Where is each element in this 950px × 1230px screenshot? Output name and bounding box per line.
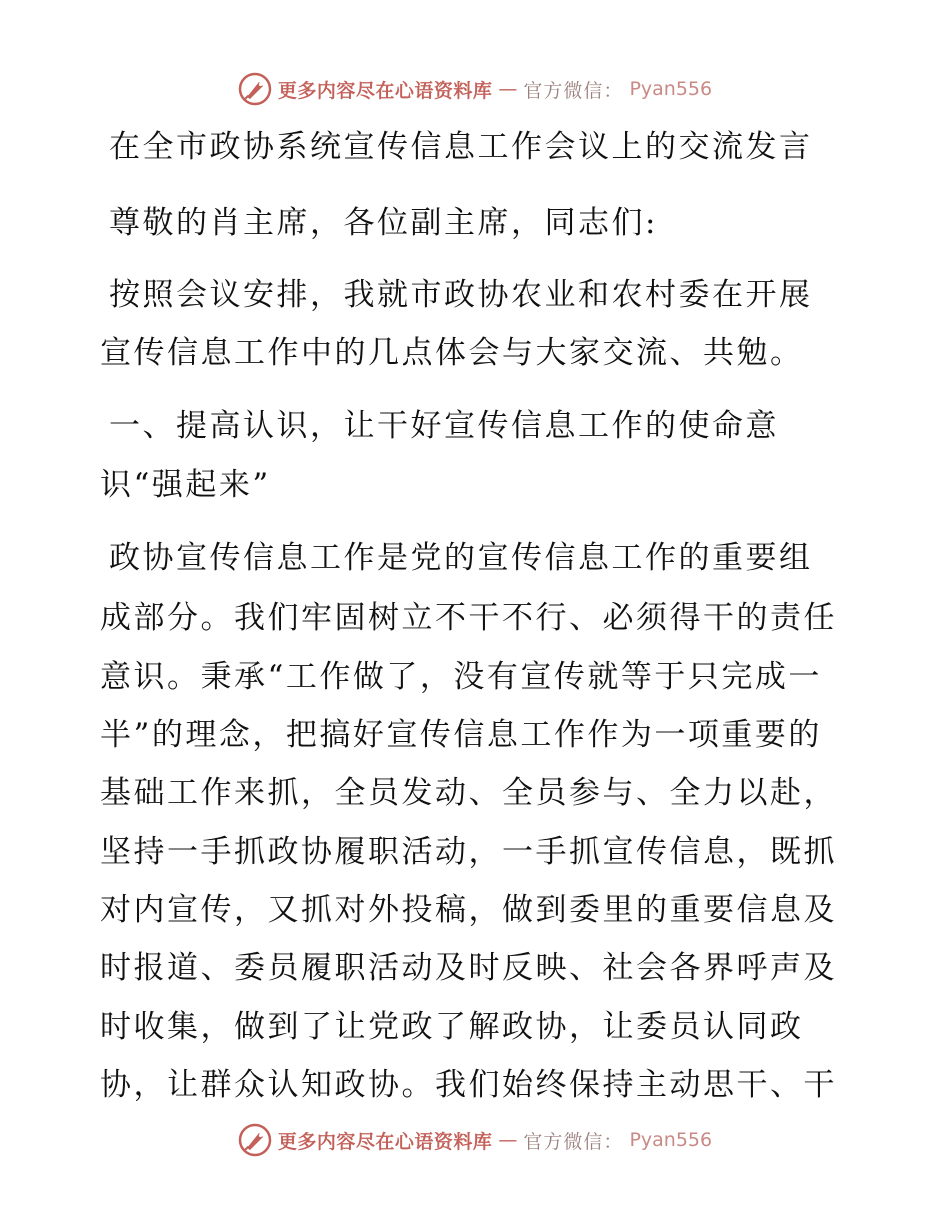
pen-nib-logo-icon (238, 1123, 272, 1157)
section-heading-line: 识“强起来” (100, 467, 271, 503)
watermark-brand: 更多内容尽在心语资料库 (277, 1130, 493, 1153)
watermark-header (0, 72, 950, 106)
salutation: 尊敬的肖主席，各位副主席，同志们: (109, 205, 658, 241)
intro-line: 宣传信息工作中的几点体会与大家交流、共勉。 (100, 335, 804, 371)
intro-line: 按照会议安排，我就市政协农业和农村委在开展 (109, 277, 813, 313)
watermark-wechat-id: Pyan556 (629, 1129, 713, 1151)
watermark-wechat-id: Pyan556 (629, 78, 713, 100)
pen-nib-logo-icon (238, 72, 272, 106)
document-title: 在全市政协系统宣传信息工作会议上的交流发言 (109, 129, 813, 165)
watermark-official-label: 官方微信： (523, 1130, 624, 1153)
body-line: 对内宣传，又抓对外投稿，做到委里的重要信息及 (100, 892, 837, 928)
section-heading-line: 一、提高认识，让干好宣传信息工作的使命意 (109, 408, 779, 444)
watermark-footer (0, 1123, 950, 1157)
body-line: 意识。秉承“工作做了，没有宣传就等于只完成一 (100, 659, 822, 695)
watermark-official-label: 官方微信： (523, 79, 624, 102)
watermark-brand: 更多内容尽在心语资料库 (277, 79, 493, 102)
body-line: 坚持一手抓政协履职活动，一手抓宣传信息，既抓 (100, 834, 837, 870)
body-line: 政协宣传信息工作是党的宣传信息工作的重要组 (109, 540, 813, 576)
body-line: 时收集，做到了让党政了解政协，让委员认同政 (100, 1009, 804, 1045)
body-line: 协，让群众认知政协。我们始终保持主动思干、干 (100, 1067, 837, 1103)
watermark-separator: — (498, 78, 518, 100)
body-line: 半”的理念，把搞好宣传信息工作作为一项重要的 (100, 717, 822, 753)
watermark-separator: — (498, 1129, 518, 1151)
body-line: 时报道、委员履职活动及时反映、社会各界呼声及 (100, 950, 837, 986)
body-line: 基础工作来抓，全员发动、全员参与、全力以赴， (100, 775, 837, 811)
body-line: 成部分。我们牢固树立不干不行、必须得干的责任 (100, 600, 837, 636)
